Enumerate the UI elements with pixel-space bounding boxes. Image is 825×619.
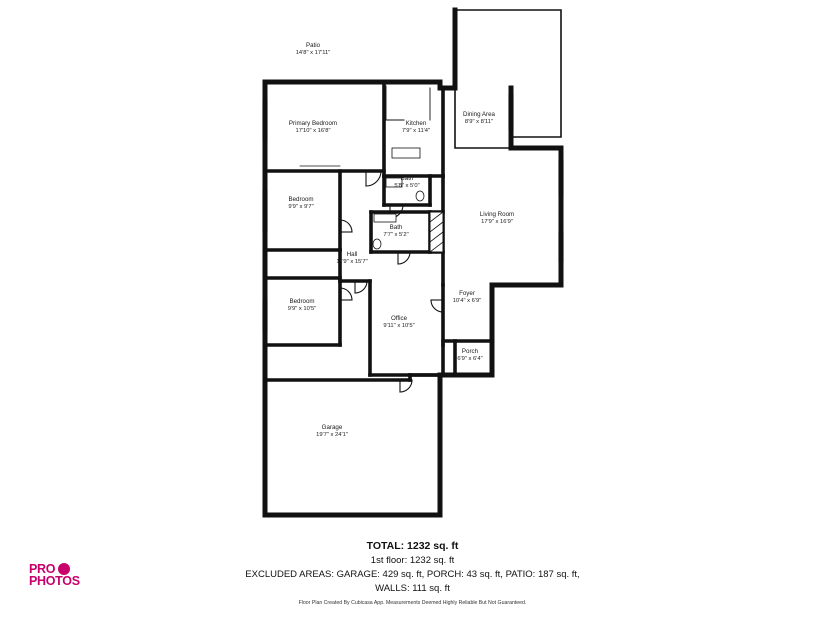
room-label-bath-upper: Bath 5'8" x 5'0" (394, 175, 420, 189)
room-label-hall: Hall 11'9" x 15'7" (336, 251, 368, 265)
summary-total: TOTAL: 1232 sq. ft (366, 540, 459, 552)
walls-group (263, 10, 563, 517)
summary-walls: WALLS: 111 sq. ft (375, 583, 450, 594)
interior-walls (265, 82, 492, 380)
room-label-porch: Porch 6'9" x 6'4" (457, 348, 483, 362)
logo-line2: PHOTOS (29, 574, 80, 588)
room-label-bedroom-1: Bedroom 9'9" x 9'7" (288, 196, 314, 210)
room-label-kitchen: Kitchen 7'9" x 11'4" (401, 120, 431, 134)
room-label-primary-bedroom: Primary Bedroom 17'10" x 16'8" (288, 120, 338, 134)
room-label-living-room: Living Room 17'9" x 16'9" (479, 211, 515, 225)
room-label-bath-lower: Bath 7'7" x 5'2" (383, 224, 409, 238)
pro360photos-logo (28, 561, 88, 589)
room-label-patio: Patio 14'8" x 17'11" (295, 42, 331, 56)
logo-badge-text: 360 (58, 566, 71, 574)
room-label-garage: Garage 19'7" x 24'1" (316, 424, 348, 438)
disclaimer-text: Floor Plan Created By Cubicasa App. Measurements Deemed Highly Reliable But Not Guaranteed. (298, 600, 527, 606)
patio-outline (455, 10, 561, 148)
room-label-bedroom-2: Bedroom 9'9" x 10'5" (287, 298, 317, 312)
room-label-foyer: Foyer 10'4" x 6'9" (452, 290, 482, 304)
exterior-walls (265, 10, 561, 515)
room-label-dining-area: Dining Area 8'9" x 8'11" (463, 111, 495, 125)
logo-line1: PRO (29, 562, 56, 576)
summary-first-floor: 1st floor: 1232 sq. ft (370, 555, 455, 566)
summary-excluded-areas: EXCLUDED AREAS: GARAGE: 429 sq. ft, PORCH: 43 sq. ft, PATIO: 187 sq. ft, (245, 569, 580, 580)
room-label-office: Office 9'11" x 10'5" (383, 315, 415, 329)
